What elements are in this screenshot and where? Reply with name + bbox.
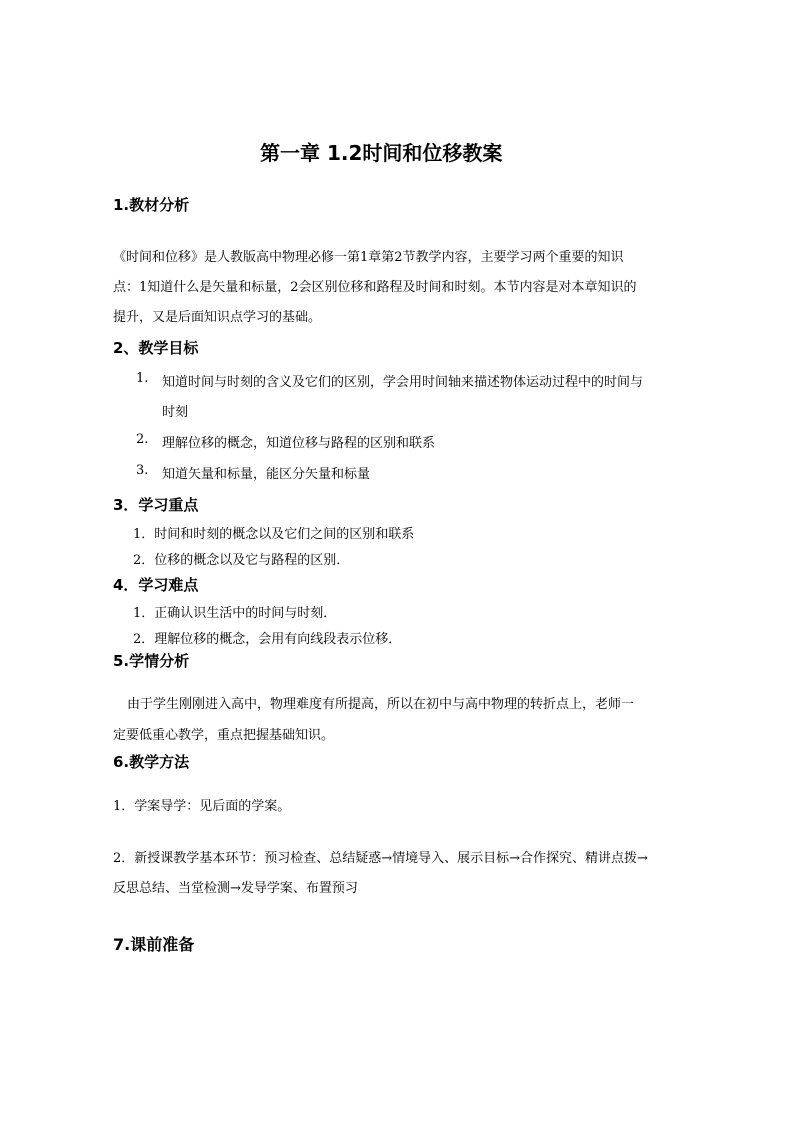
section-5-heading: 5.学情分析 [113,652,190,670]
objective-number: 3. [136,463,149,478]
section-1-heading: 1.教材分析 [113,196,190,214]
objective-text-continued: 时刻 [162,405,189,420]
section-5-line: 由于学生刚刚进入高中，物理难度有所提高，所以在初中与高中物理的转折点上，老师一 [127,697,635,712]
objective-number: 1. [136,371,149,386]
difficulty-item: 2．理解位移的概念，会用有向线段表示位移． [133,632,402,647]
section-1-line: 点：1知道什么是矢量和标量，2会区别位移和路程及时间和时刻。本节内容是对本章知识的 [113,280,637,295]
method-item: 1．学案导学：见后面的学案。 [113,799,291,814]
section-4-heading: 4．学习难点 [113,576,199,594]
key-point-item: 2．位移的概念以及它与路程的区别． [133,553,350,568]
section-6-heading: 6.教学方法 [113,753,190,771]
section-7-heading: 7.课前准备 [113,935,195,954]
section-3-heading: 3．学习重点 [113,496,199,514]
section-5-line: 定要低重心教学，重点把握基础知识。 [113,728,335,743]
objective-text: 知道矢量和标量，能区分矢量和标量 [162,467,371,482]
difficulty-item: 1．正确认识生活中的时间与时刻． [133,606,337,621]
section-1-line: 《时间和位移》是人教版高中物理必修一第1章第2节教学内容，主要学习两个重要的知识 [113,250,624,265]
method-item-continued: 反思总结、当堂检测→发导学案、布置预习 [113,881,358,896]
section-1-line: 提升，又是后面知识点学习的基础。 [113,310,322,325]
objective-text: 知道时间与时刻的含义及它们的区别，学会用时间轴来描述物体运动过程中的时间与 [162,375,644,390]
key-point-item: 1．时间和时刻的概念以及它们之间的区别和联系 [133,527,415,542]
method-item: 2．新授课教学基本环节：预习检查、总结疑惑→情境导入、展示目标→合作探究、精讲点拨→ [113,851,648,866]
objective-text: 理解位移的概念，知道位移与路程的区别和联系 [162,436,436,451]
objective-number: 2. [136,432,149,447]
page-title: 第一章 1.2时间和位移教案 [260,141,503,165]
section-2-heading: 2、教学目标 [113,339,199,357]
